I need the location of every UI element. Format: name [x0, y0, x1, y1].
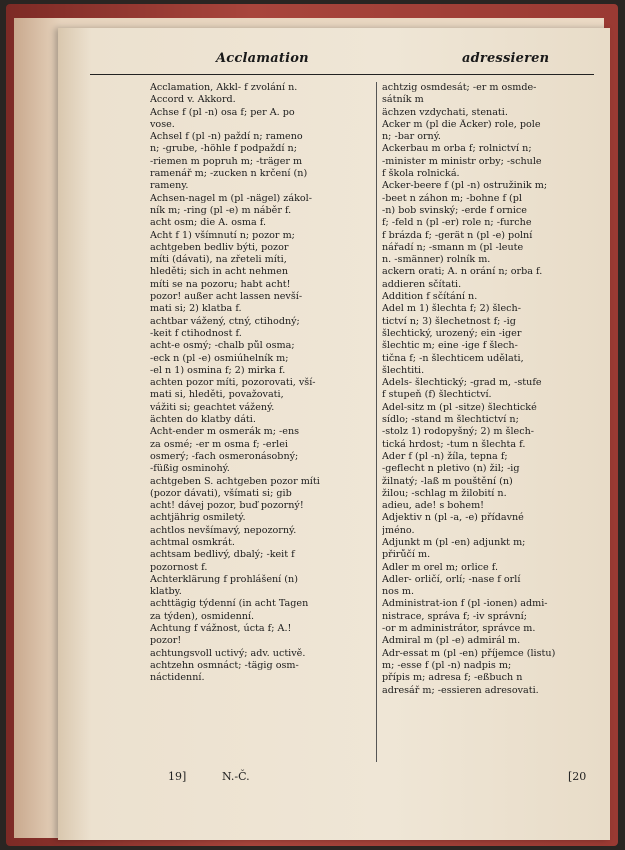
dictionary-line: -el n 1) osmina f; 2) mirka f. — [150, 364, 286, 376]
dictionary-line: Adr-essat m (pl -en) příjemce (listu) — [382, 647, 556, 659]
header-left-guide-word: Acclamation — [216, 51, 309, 66]
dictionary-line: rameny. — [150, 180, 189, 192]
dictionary-line: addieren sčítati. — [382, 278, 462, 290]
right-column — [382, 82, 598, 762]
dictionary-line: žilou; -schlag m žilobití n. — [382, 487, 507, 499]
dictionary-line: achtzehn osmnáct; -tägig osm- — [150, 659, 299, 671]
dictionary-line: tična f; -n šlechticem udělati, — [382, 352, 524, 364]
dictionary-line: -minister m ministr orby; -schule — [382, 155, 542, 167]
dictionary-line: ackern orati; A. n orání n; orba f. — [382, 266, 543, 278]
dictionary-line: pozornost f. — [150, 561, 208, 573]
dictionary-line: přirůčí m. — [382, 549, 431, 561]
dictionary-line: achtsam bedlivý, dbalý; -keit f — [150, 549, 295, 561]
dictionary-line: hleděti; sich in acht nehmen — [150, 266, 289, 278]
dictionary-line: Achsen-nagel m (pl -nägel) zákol- — [150, 192, 312, 204]
dictionary-line: -geflecht n pletivo (n) žil; -ig — [382, 463, 520, 475]
dictionary-line: za osmé; -er m osma f; -erlei — [150, 438, 288, 450]
dictionary-line: -riemen m popruh m; -träger m — [150, 155, 303, 167]
column-divider — [376, 82, 377, 762]
dictionary-line: achtmal osmkrát. — [150, 536, 235, 548]
dictionary-line: klatby. — [150, 586, 182, 598]
dictionary-line: Acker m (pl die Äcker) role, pole — [382, 118, 541, 130]
dictionary-line: tická hrdost; -tum n šlechta f. — [382, 438, 526, 450]
dictionary-line: mati si, hleděti, považovati, — [150, 389, 284, 401]
dictionary-line: n. -smänner) rolník m. — [382, 254, 491, 266]
dictionary-line: míti (dávati), na zřeteli míti, — [150, 254, 287, 266]
dictionary-line: achtungsvoll uctivý; adv. uctivě. — [150, 647, 306, 659]
dictionary-line: -or m administrátor, správce m. — [382, 623, 536, 635]
dictionary-line: šlechtic m; eine -ige f šlech- — [382, 340, 518, 352]
dictionary-line: sídlo; -stand m šlechtictví n; — [382, 414, 519, 426]
dictionary-line: ächzen vzdychati, stenati. — [382, 106, 508, 118]
dictionary-line: Achterklärung f prohlášení (n) — [150, 573, 298, 585]
dictionary-line: f brázda f; -gerät n (pl -e) polní — [382, 229, 533, 241]
dictionary-line: nos m. — [382, 586, 415, 598]
dictionary-line: za týden), osmidenní. — [150, 610, 255, 622]
dictionary-line: nářadí n; -smann m (pl -leute — [382, 241, 524, 253]
dictionary-line: vážiti si; geachtet vážený. — [150, 401, 275, 413]
dictionary-line: náctidenní. — [150, 672, 205, 684]
dictionary-line: Adler- orličí, orlí; -nase f orlí — [382, 573, 521, 585]
dictionary-line: -beet n záhon m; -bohne f (pl — [382, 192, 523, 204]
dictionary-line: pozor! — [150, 635, 182, 647]
dictionary-line: f; -feld n (pl -er) role n; -furche — [382, 217, 532, 229]
left-column — [150, 82, 372, 762]
dictionary-line: ramenář m; -zucken n krčení (n) — [150, 168, 308, 180]
dictionary-line: achtlos nevšímavý, nepozorný. — [150, 524, 297, 536]
dictionary-line: achttägig týdenní (in acht Tagen — [150, 598, 309, 610]
dictionary-line: adresář m; -essieren adresovati. — [382, 684, 539, 696]
dictionary-line: -füßig osminohý. — [150, 463, 230, 475]
dictionary-line: acht! dávej pozor, buď pozorný! — [150, 500, 304, 512]
dictionary-line: ächten do klatby dáti. — [150, 414, 256, 426]
dictionary-line: Adjektiv n (pl -a, -e) přídavné — [382, 512, 524, 524]
dictionary-line: achtgeben bedliv býti, pozor — [150, 241, 289, 253]
dictionary-line: -keit f ctihodnost f. — [150, 327, 242, 339]
dictionary-line: míti se na pozoru; habt acht! — [150, 278, 291, 290]
dictionary-line: n; -bar orný. — [382, 131, 441, 143]
dictionary-line: Ackerbau m orba f; rolnictví n; — [382, 143, 532, 155]
dictionary-line: šlechtiti. — [382, 364, 425, 376]
dictionary-line: achtzig osmdesát; -er m osmde- — [382, 82, 537, 93]
dictionary-line: acht-e osmý; -chalb půl osma; — [150, 340, 295, 352]
dictionary-line: Acclamation, Akkl- f zvolání n. — [150, 82, 298, 93]
dictionary-line: nistrace, správa f; -iv správní; — [382, 610, 527, 622]
dictionary-line: žilnatý; -laß m pouštění (n) — [382, 475, 513, 487]
dictionary-line: Acht-ender m osmerák m; -ens — [150, 426, 300, 438]
dictionary-line: achten pozor míti, pozorovati, vší- — [150, 377, 316, 389]
dictionary-line: achtbar vážený, ctný, ctihodný; — [150, 315, 300, 327]
dictionary-line: achtjährig osmiletý. — [150, 512, 246, 524]
left-page-number: 19] — [168, 770, 187, 783]
dictionary-line: -n) bob svinský; -erde f ornice — [382, 204, 527, 216]
dictionary-line: vose. — [150, 118, 175, 130]
dictionary-line: Administrat-ion f (pl -ionen) admi- — [382, 598, 548, 610]
dictionary-line: Adler m orel m; orlice f. — [382, 561, 498, 573]
dictionary-line: Adel m 1) šlechta f; 2) šlech- — [382, 303, 521, 315]
dictionary-line: pozor! außer acht lassen nevší- — [150, 291, 303, 303]
dictionary-line: Adels- šlechtický; -grad m, -stufe — [382, 377, 542, 389]
dictionary-line: Ader f (pl -n) žíla, tepna f; — [382, 450, 508, 462]
dictionary-line: Achsel f (pl -n) paždí n; rameno — [150, 131, 303, 143]
dictionary-line: tictví n; 3) šlechetnost f; -ig — [382, 315, 516, 327]
dictionary-line: achtgeben S. achtgeben pozor míti — [150, 475, 320, 487]
dictionary-line: osmerý; -fach osmeronásobný; — [150, 450, 299, 462]
dictionary-line: sátník m — [382, 94, 424, 106]
header-right-guide-word: adressieren — [462, 51, 550, 66]
dictionary-line: f stupeň (f) šlechtictví. — [382, 389, 492, 401]
dictionary-line: Accord v. Akkord. — [150, 94, 236, 106]
dictionary-line: n; -grube, -höhle f podpaždí n; — [150, 143, 297, 155]
dictionary-line: f škola rolnická. — [382, 168, 460, 180]
dictionary-line: Adjunkt m (pl -en) adjunkt m; — [382, 536, 526, 548]
dictionary-line: (pozor dávati), všímati si; gib — [150, 487, 292, 499]
dictionary-line: jméno. — [382, 524, 415, 536]
dictionary-line: adieu, ade! s bohem! — [382, 500, 485, 512]
dictionary-line: Acht f 1) všímnutí n; pozor m; — [150, 229, 295, 241]
right-page-number: [20 — [568, 770, 587, 783]
dictionary-line: přípis m; adresa f; -eßbuch n — [382, 672, 523, 684]
dictionary-line: m; -esse f (pl -n) nadpis m; — [382, 659, 512, 671]
dictionary-line: mati si; 2) klatba f. — [150, 303, 242, 315]
dictionary-line: acht osm; die A. osma f. — [150, 217, 267, 229]
page-header — [90, 48, 594, 75]
dictionary-line: Adel-sitz m (pl -sitze) šlechtické — [382, 401, 537, 413]
dictionary-line: -stolz 1) rodopyšný; 2) m šlech- — [382, 426, 535, 438]
dictionary-line: šlechtický, urozený; ein -iger — [382, 327, 522, 339]
dictionary-line: Acker-beere f (pl -n) ostružinik m; — [382, 180, 548, 192]
dictionary-line: Admiral m (pl -e) admirál m. — [382, 635, 521, 647]
dictionary-line: -eck n (pl -e) osmiúhelník m; — [150, 352, 289, 364]
dictionary-line: Achtung f vážnost, úcta f; A.! — [150, 623, 292, 635]
dictionary-line: ník m; -ring (pl -e) m náběr f. — [150, 204, 292, 216]
dictionary-line: Addition f sčítání n. — [382, 291, 478, 303]
volume-label: N.-Č. — [222, 770, 250, 783]
dictionary-line: Achse f (pl -n) osa f; per A. po — [150, 106, 295, 118]
